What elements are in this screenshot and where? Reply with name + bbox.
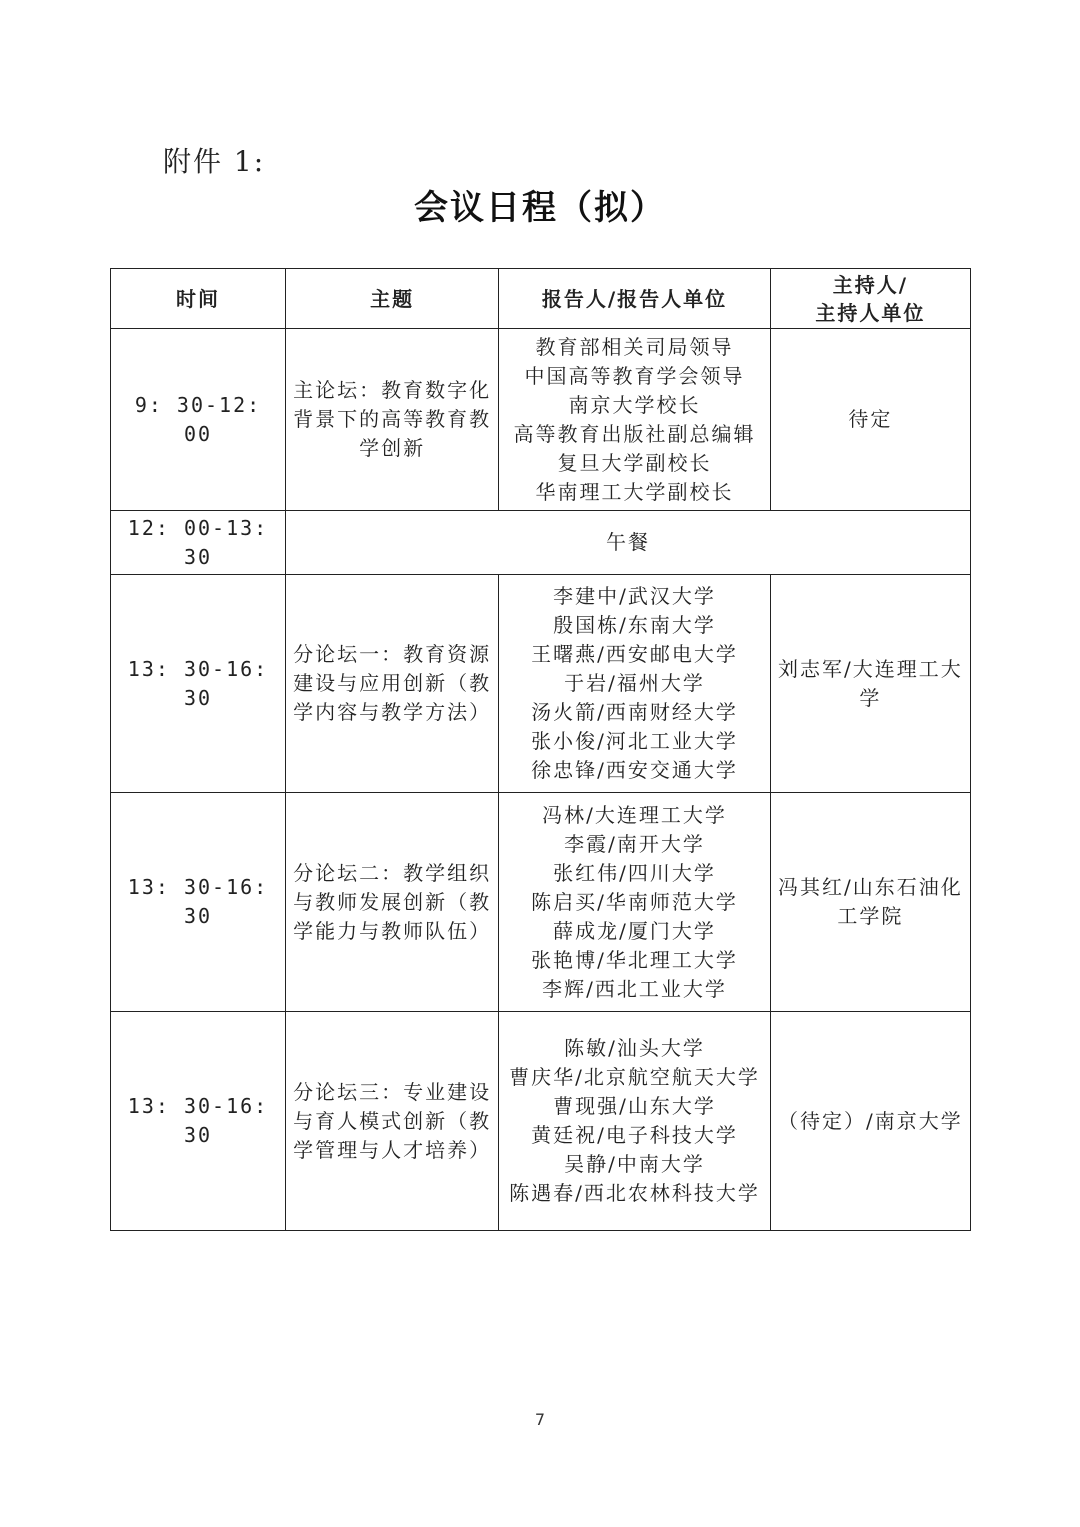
speaker: 徐忠锋/西安交通大学 bbox=[531, 758, 738, 782]
row-time: 13: 30-16: 30 bbox=[111, 575, 286, 793]
row-host: 待定 bbox=[770, 329, 970, 511]
schedule-table bbox=[110, 268, 971, 1231]
speaker: 汤火箭/西南财经大学 bbox=[531, 700, 738, 724]
table-row bbox=[111, 1012, 971, 1231]
row-host: 刘志军/大连理工大学 bbox=[770, 575, 970, 793]
header-time: 时间 bbox=[111, 269, 286, 329]
speaker: 曹现强/山东大学 bbox=[553, 1094, 716, 1118]
row-speakers bbox=[499, 1012, 771, 1231]
attachment-label: 附件 1: bbox=[163, 145, 266, 178]
row-host: （待定）/南京大学 bbox=[770, 1012, 970, 1231]
header-host-line2: 主持人单位 bbox=[815, 300, 926, 325]
header-speaker: 报告人/报告人单位 bbox=[499, 269, 771, 329]
speaker: 高等教育出版社副总编辑 bbox=[513, 421, 756, 446]
row-topic: 分论坛三：专业建设与育人模式创新（教学管理与人才培养） bbox=[286, 1012, 499, 1231]
table-row bbox=[111, 793, 971, 1012]
speaker: 中国高等教育学会领导 bbox=[524, 363, 745, 388]
header-host-line1: 主持人/ bbox=[832, 272, 909, 297]
row-time: 13: 30-16: 30 bbox=[111, 793, 286, 1012]
speaker: 复旦大学副校长 bbox=[557, 450, 712, 475]
header-topic: 主题 bbox=[286, 269, 499, 329]
page-number: 7 bbox=[534, 1410, 546, 1429]
row-topic: 主论坛：教育数字化背景下的高等教育教学创新 bbox=[286, 329, 499, 511]
row-speakers bbox=[499, 575, 771, 793]
speaker: 冯林/大连理工大学 bbox=[542, 802, 727, 827]
table-row bbox=[111, 575, 971, 793]
speaker: 陈敏/汕头大学 bbox=[564, 1036, 705, 1060]
speaker: 李霞/南开大学 bbox=[564, 831, 705, 856]
document-title: 会议日程（拟） bbox=[414, 188, 666, 228]
row-time: 13: 30-16: 30 bbox=[111, 1012, 286, 1231]
speaker: 华南理工大学副校长 bbox=[535, 479, 734, 504]
row-topic: 分论坛一：教育资源建设与应用创新（教学内容与教学方法） bbox=[286, 575, 499, 793]
speaker: 吴静/中南大学 bbox=[564, 1152, 705, 1176]
row-speakers bbox=[499, 793, 771, 1012]
table-row bbox=[111, 329, 971, 511]
speaker: 张艳博/华北理工大学 bbox=[531, 947, 738, 972]
speaker: 王曙燕/西安邮电大学 bbox=[531, 642, 738, 666]
speaker: 张小俊/河北工业大学 bbox=[531, 729, 738, 753]
speaker: 李建中/武汉大学 bbox=[553, 584, 716, 608]
speaker: 殷国栋/东南大学 bbox=[553, 613, 716, 637]
speaker: 于岩/福州大学 bbox=[564, 671, 705, 695]
speaker: 黄廷祝/电子科技大学 bbox=[531, 1123, 738, 1147]
row-time: 9: 30-12: 00 bbox=[111, 329, 286, 511]
speaker: 薛成龙/厦门大学 bbox=[553, 918, 716, 943]
row-speakers bbox=[499, 329, 771, 511]
table-row bbox=[111, 511, 971, 575]
speaker: 李辉/西北工业大学 bbox=[542, 976, 727, 1001]
speaker: 南京大学校长 bbox=[568, 392, 701, 417]
speaker: 张红伟/四川大学 bbox=[553, 860, 716, 885]
speaker: 陈启买/华南师范大学 bbox=[531, 889, 738, 914]
row-host: 冯其红/山东石油化工学院 bbox=[770, 793, 970, 1012]
speaker: 曹庆华/北京航空航天大学 bbox=[509, 1065, 760, 1089]
row-time: 12: 00-13: 30 bbox=[111, 511, 286, 575]
table-header-row bbox=[111, 269, 971, 329]
speaker: 陈遇春/西北农林科技大学 bbox=[509, 1181, 760, 1205]
speaker: 教育部相关司局领导 bbox=[535, 334, 734, 359]
row-topic: 分论坛二：教学组织与教师发展创新（教学能力与教师队伍） bbox=[286, 793, 499, 1012]
row-merged-lunch: 午餐 bbox=[286, 511, 971, 575]
header-host bbox=[770, 269, 970, 329]
